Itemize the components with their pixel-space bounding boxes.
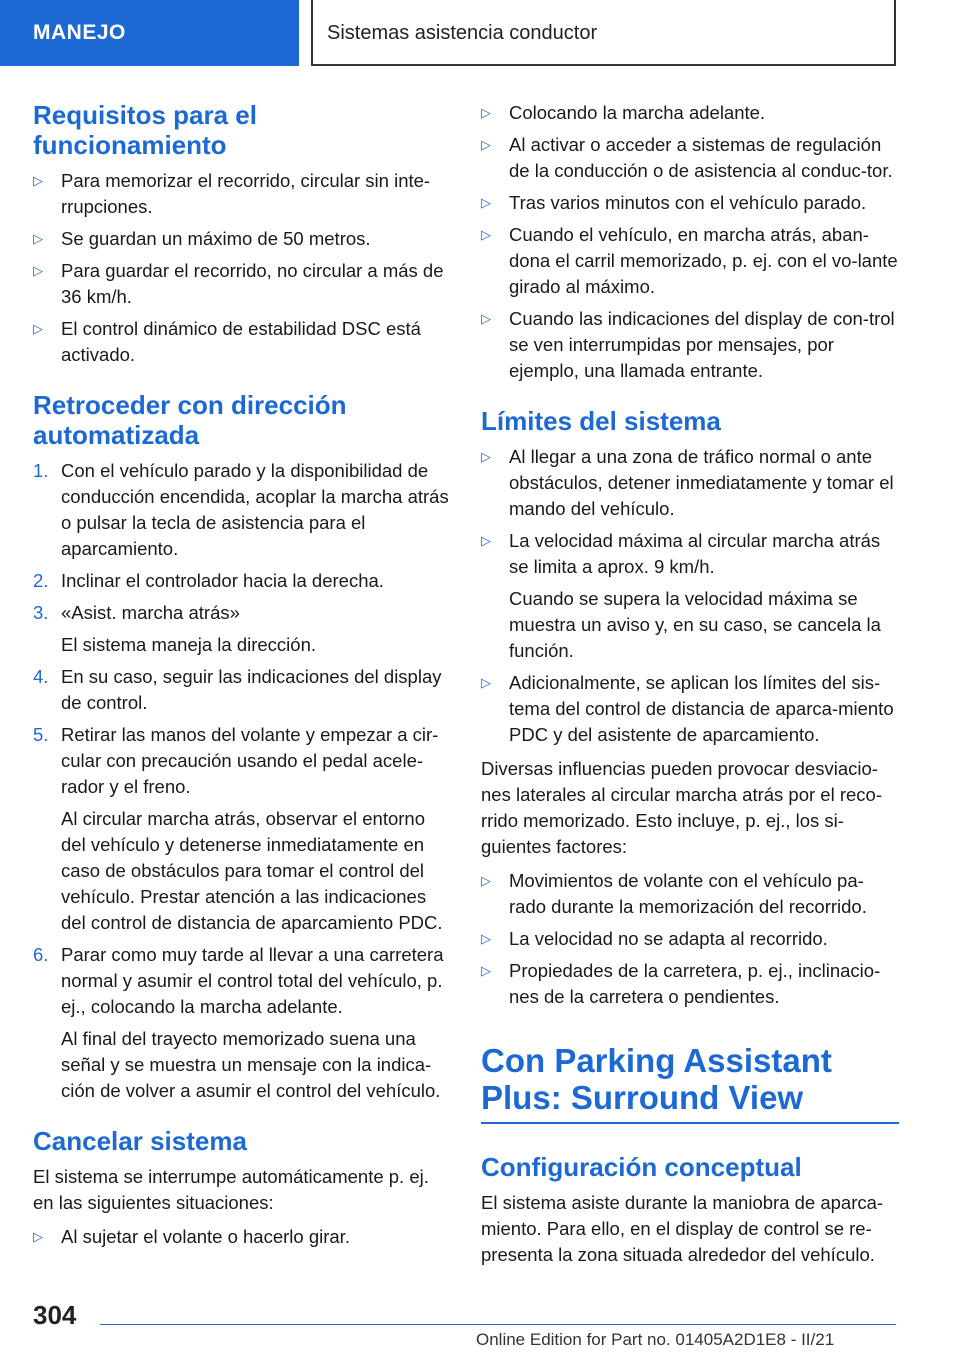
- triangle-bullet-icon: ▷: [33, 1229, 43, 1244]
- chapter-box: [311, 0, 896, 66]
- list-item: ▷ Propiedades de la carretera, p. ej., inclinacio‐nes de la carretera o pendientes.: [481, 960, 881, 1007]
- heading-limites: Límites del sistema: [481, 406, 721, 436]
- step-number: 2.: [33, 570, 49, 591]
- section-tab: MANEJO: [0, 0, 299, 66]
- triangle-bullet-icon: ▷: [481, 533, 491, 548]
- list-item: ▷ La velocidad máxima al circular marcha atrás se limita a aprox. 9 km/h. Cuando se supera la velocidad máxima se muestra un aviso y, en su caso, se cancela la función.: [481, 528, 899, 664]
- triangle-bullet-icon: ▷: [33, 173, 43, 188]
- step-item: 6. Parar como muy tarde al llevar a una carretera normal y asumir el control total del vehículo, p. ej., colocando la marcha adelante. Al final del trayecto memorizado suena una señal y se muestra un mensaje con la indica‐ción de volver a asumir el control del vehículo.: [33, 942, 453, 1104]
- step-note: El sistema maneja la dirección.: [61, 634, 316, 655]
- triangle-bullet-icon: ▷: [481, 105, 491, 120]
- factors-list: [481, 868, 899, 1010]
- step-item: 2. Inclinar el controlador hacia la derecha.: [33, 568, 453, 594]
- heading-requisitos: Requisitos para el funcionamiento: [33, 100, 257, 160]
- concept-paragraph: El sistema asiste durante la maniobra de aparca‐miento. Para ello, en el display de control se re‐presenta la zona situada alrededor del vehículo.: [481, 1192, 884, 1265]
- triangle-bullet-icon: ▷: [33, 231, 43, 246]
- list-item: ▷ Movimientos de volante con el vehículo pa‐rado durante la memorización del recorrido.: [481, 870, 867, 917]
- triangle-bullet-icon: ▷: [481, 137, 491, 152]
- step-note: Al circular marcha atrás, observar el entorno del vehículo y detenerse inmediatamente en caso de obstáculos para tomar el control del vehículo. Prestar atención a las indicaciones del control de distancia de aparcamiento PDC.: [61, 808, 443, 933]
- footer-divider: [100, 1324, 896, 1325]
- step-item: 1. Con el vehículo parado y la disponibilidad de conducción encendida, acoplar la marcha atrás o pulsar la tecla de asistencia para el aparcamiento.: [33, 460, 449, 559]
- right-column: [481, 100, 899, 1276]
- step-item: 3. «Asist. marcha atrás» El sistema maneja la dirección.: [33, 600, 453, 658]
- step-note: Al final del trayecto memorizado suena una señal y se muestra un mensaje con la indica‐ción de volver a asumir el control del vehículo.: [61, 1028, 441, 1101]
- step-number: 3.: [33, 602, 49, 623]
- triangle-bullet-icon: ▷: [481, 449, 491, 464]
- triangle-bullet-icon: ▷: [481, 227, 491, 242]
- steps-list: [33, 458, 453, 1104]
- heading-configuracion: Configuración conceptual: [481, 1152, 802, 1182]
- left-column: [33, 100, 453, 1272]
- triangle-bullet-icon: ▷: [481, 873, 491, 888]
- triangle-bullet-icon: ▷: [481, 963, 491, 978]
- triangle-bullet-icon: ▷: [481, 195, 491, 210]
- list-item: ▷ Para guardar el recorrido, no circular a más de 36 km/h.: [33, 260, 444, 307]
- cancel-paragraph: El sistema se interrumpe automáticamente p. ej. en las siguientes situaciones:: [33, 1166, 429, 1213]
- page-number: 304: [33, 1300, 77, 1330]
- list-item: ▷ Colocando la marcha adelante.: [481, 100, 899, 126]
- triangle-bullet-icon: ▷: [481, 675, 491, 690]
- list-item: ▷ Tras varios minutos con el vehículo parado.: [481, 190, 899, 216]
- list-item: ▷ El control dinámico de estabilidad DSC está activado.: [33, 318, 421, 365]
- list-item: ▷ Al llegar a una zona de tráfico normal o ante obstáculos, detener inmediatamente y tomar el mando del vehículo.: [481, 446, 894, 519]
- step-number: 5.: [33, 724, 49, 745]
- list-item: ▷ Adicionalmente, se aplican los límites del sis‐tema del control de distancia de aparca‐miento PDC y del asistente de aparcamiento.: [481, 672, 894, 745]
- step-item: 4. En su caso, seguir las indicaciones del display de control.: [33, 666, 442, 713]
- list-item: ▷ Se guardan un máximo de 50 metros.: [33, 226, 453, 252]
- chapter-title: Sistemas asistencia conductor: [327, 22, 598, 44]
- limits-list: [481, 444, 899, 748]
- heading-cancelar: Cancelar sistema: [33, 1126, 247, 1156]
- requisitos-list: [33, 168, 453, 368]
- triangle-bullet-icon: ▷: [481, 931, 491, 946]
- list-item: ▷ Cuando el vehículo, en marcha atrás, aban‐dona el carril memorizado, p. ej. con el vo‐lante girado al máximo.: [481, 224, 898, 297]
- step-item: 5. Retirar las manos del volante y empezar a cir‐cular con precaución usando el pedal acele‐rador y el freno. Al circular marcha atrás, observar el entorno del vehículo y detenerse inmediatamente en caso de obstáculos para tomar el control del vehículo. Prestar atención a las indicaciones del control de distancia de aparcamiento PDC.: [33, 722, 453, 936]
- limits-paragraph: Diversas influencias pueden provocar desviacio‐nes laterales al circular marcha atrás por el reco‐rrido memorizado. Esto incluye, p. ej., los si‐guientes factores:: [481, 758, 882, 857]
- step-number: 6.: [33, 944, 49, 965]
- triangle-bullet-icon: ▷: [481, 311, 491, 326]
- step-number: 4.: [33, 666, 49, 687]
- edition-note: Online Edition for Part no. 01405A2D1E8 - II/21: [476, 1330, 835, 1349]
- heading-surround-view: Con Parking Assistant Plus: Surround View: [481, 1042, 899, 1124]
- list-item: ▷ Para memorizar el recorrido, circular sin inte‐rrupciones.: [33, 170, 431, 217]
- step-number: 1.: [33, 460, 49, 481]
- item-note: Cuando se supera la velocidad máxima se muestra un aviso y, en su caso, se cancela la función.: [509, 588, 881, 661]
- cancel-list: [33, 1224, 453, 1250]
- page-header: [0, 0, 960, 66]
- list-item: ▷ Al sujetar el volante o hacerlo girar.: [33, 1224, 453, 1250]
- heading-retroceder: Retroceder con dirección automatizada: [33, 390, 347, 450]
- triangle-bullet-icon: ▷: [33, 263, 43, 278]
- triangle-bullet-icon: ▷: [33, 321, 43, 336]
- list-item: ▷ Al activar o acceder a sistemas de regulación de la conducción o de asistencia al conduc‐tor.: [481, 134, 893, 181]
- list-item: ▷ Cuando las indicaciones del display de con‐trol se ven interrumpidas por mensajes, por ejemplo, una llamada entrante.: [481, 308, 895, 381]
- cancel-list-continued: [481, 100, 899, 384]
- list-item: ▷ La velocidad no se adapta al recorrido.: [481, 926, 899, 952]
